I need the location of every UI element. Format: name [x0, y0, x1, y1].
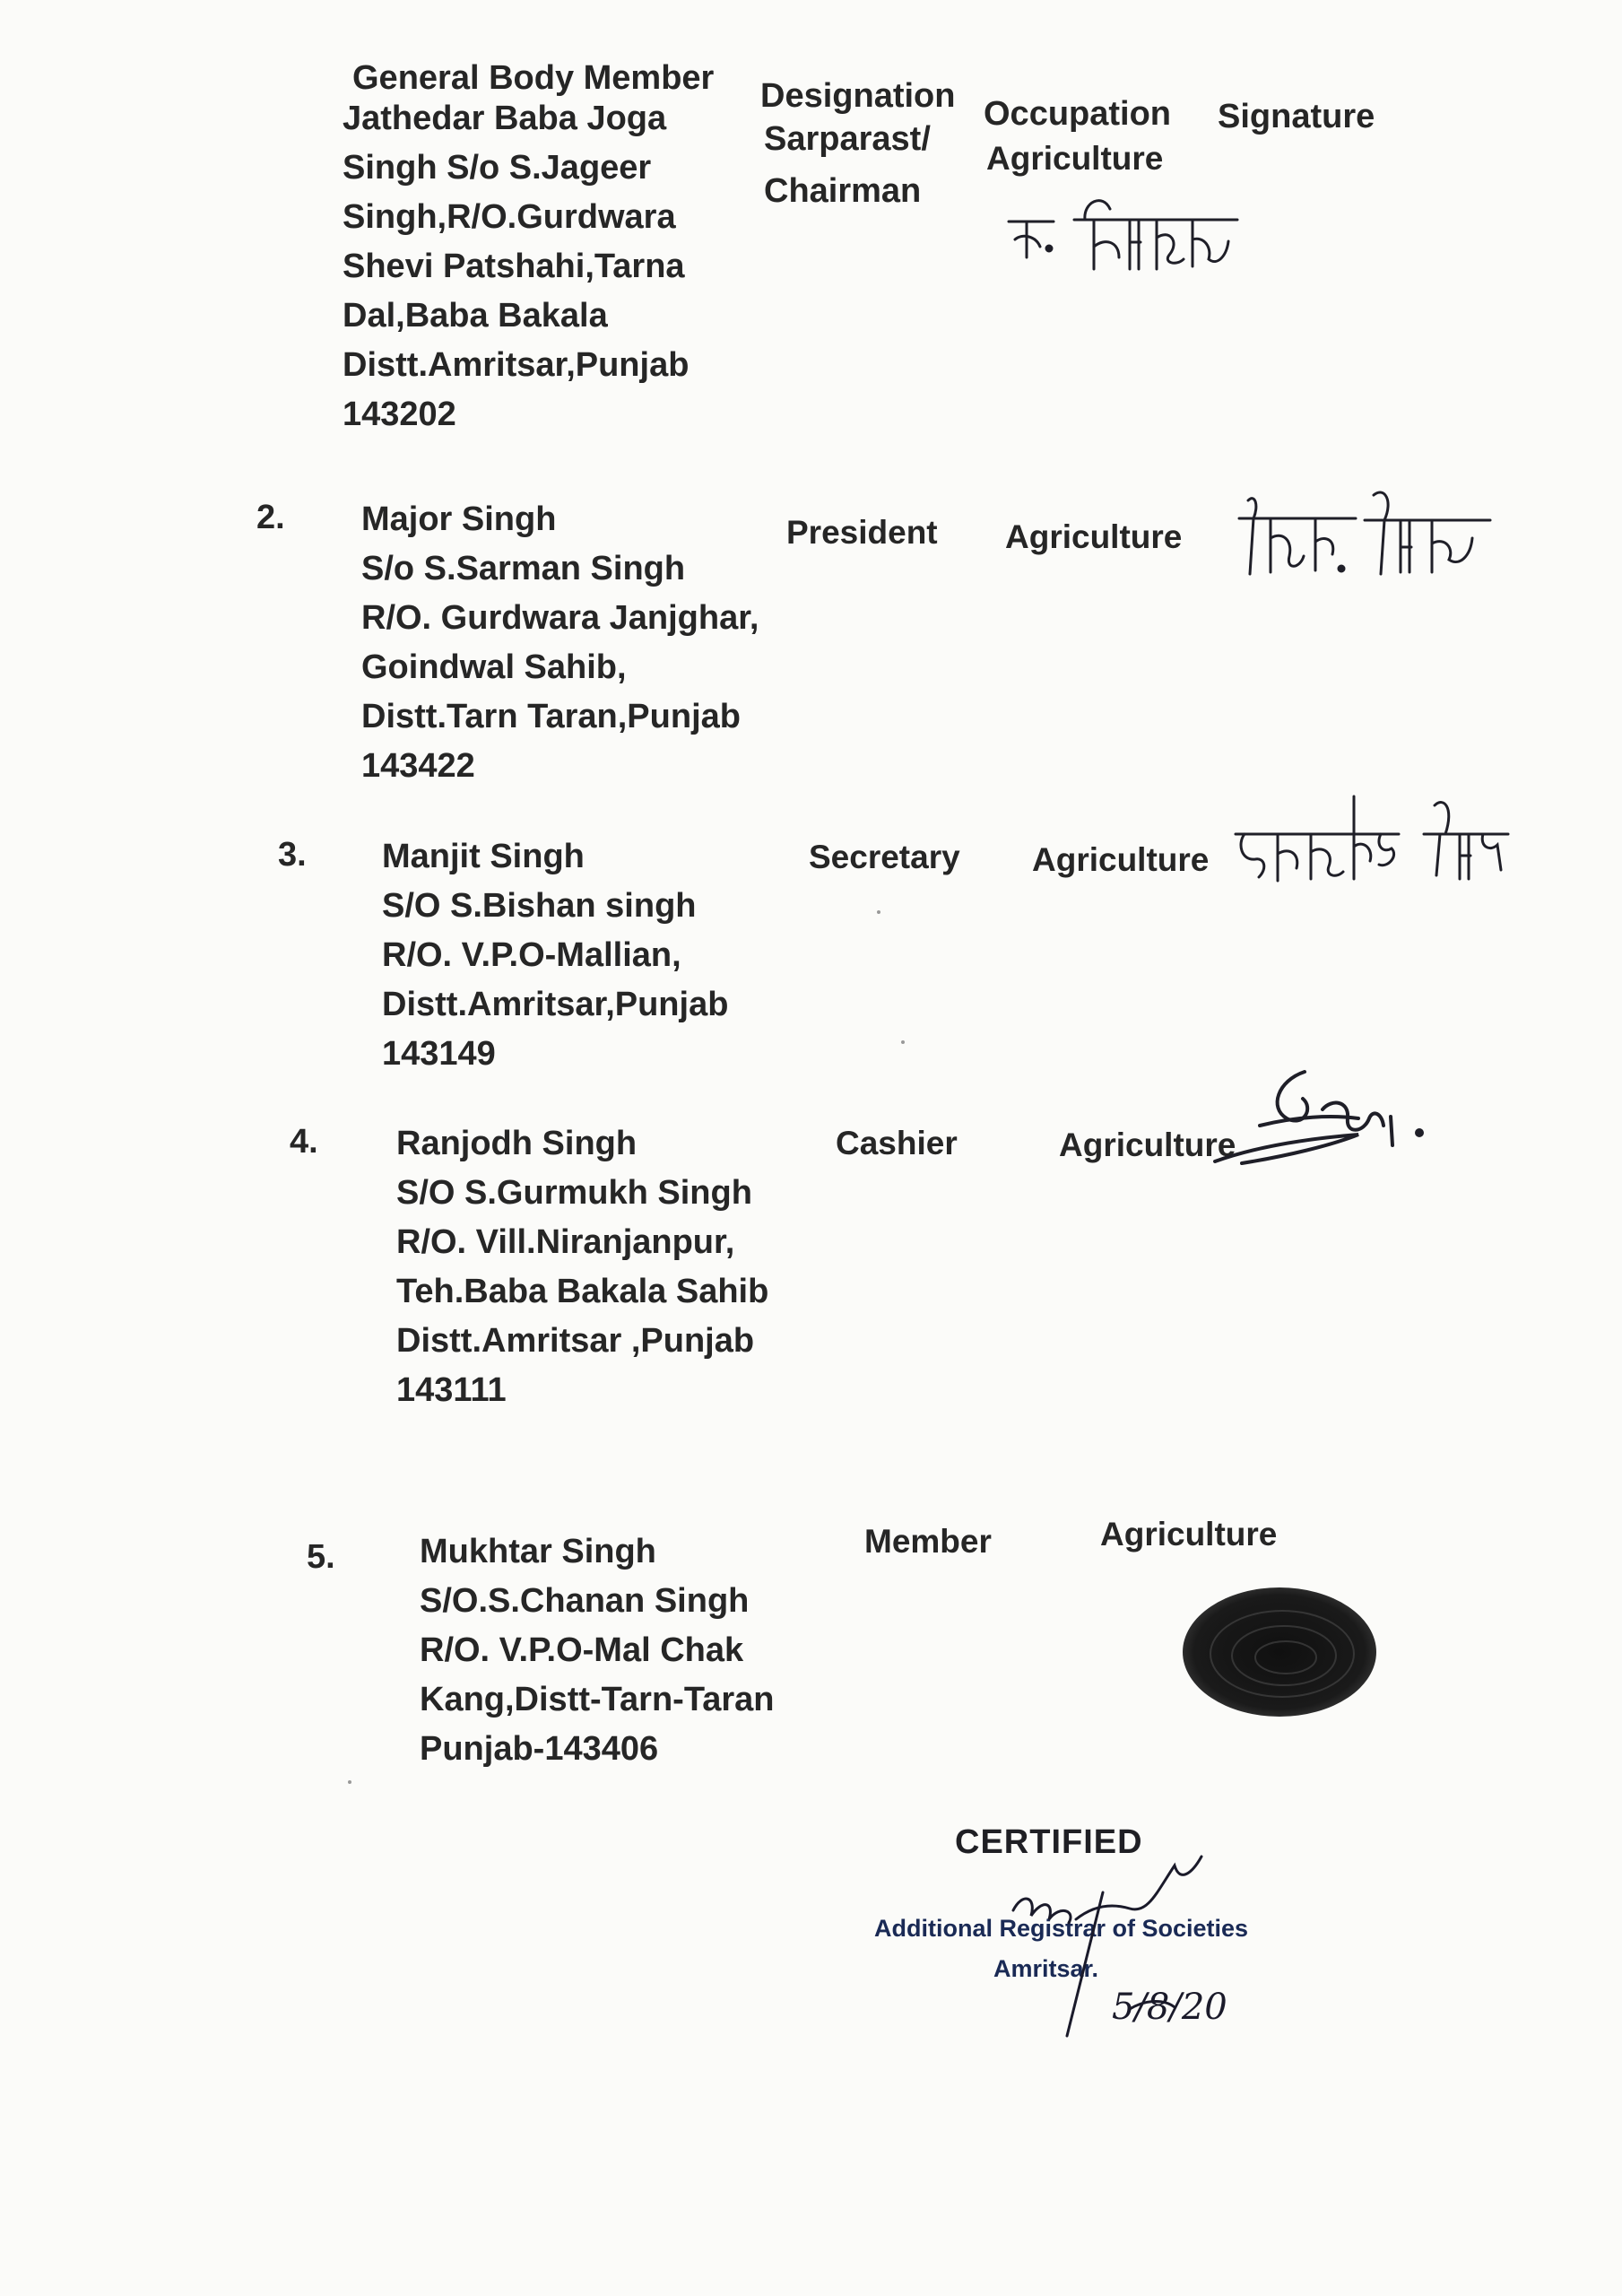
member-4-designation: Cashier: [836, 1125, 958, 1161]
registrar-place: Amritsar.: [993, 1955, 1099, 1982]
member-2-line-6: 143422: [361, 747, 475, 785]
member-2-line-1: Major Singh: [361, 500, 557, 538]
scan-speck: [877, 910, 880, 914]
certification-date: 5/8/20: [1112, 1987, 1227, 2028]
member-2-address: [361, 495, 759, 791]
member-4-signature: [1206, 1063, 1439, 1179]
member-2-occupation: Agriculture: [1005, 518, 1183, 555]
member-5-designation: Member: [864, 1523, 992, 1560]
member-1-line-4: Shevi Patshahi,Tarna: [343, 248, 685, 285]
member-3-line-1: Manjit Singh: [382, 838, 585, 875]
member-4-line-2: S/O S.Gurmukh Singh: [396, 1174, 752, 1212]
member-1-signature: [1004, 184, 1255, 283]
header-designation: Designation: [760, 77, 956, 115]
member-3-occupation: Agriculture: [1032, 841, 1210, 878]
member-2-line-4: Goindwal Sahib,: [361, 648, 627, 686]
member-1-occupation: Agriculture: [986, 140, 1164, 177]
header-general-body-member: General Body Member: [352, 59, 715, 97]
member-5-line-5: Punjab-143406: [420, 1730, 659, 1768]
member-3-line-2: S/O S.Bishan singh: [382, 887, 697, 925]
member-4-line-6: 143111: [396, 1371, 507, 1409]
member-3-number: 3.: [278, 836, 307, 874]
member-5-number: 5.: [307, 1538, 335, 1576]
member-1-line-3: Singh,R/O.Gurdwara: [343, 198, 676, 236]
registrar-office-line: Additional Registrar of Societies: [874, 1915, 1249, 1942]
member-5-line-1: Mukhtar Singh: [420, 1533, 656, 1570]
member-1-line-6: Distt.Amritsar,Punjab: [343, 346, 690, 384]
certified-label: CERTIFIED: [955, 1823, 1143, 1861]
member-2-signature: [1230, 484, 1499, 592]
member-2-number: 2.: [256, 499, 285, 536]
member-3-line-5: 143149: [382, 1035, 496, 1073]
member-4-line-5: Distt.Amritsar ,Punjab: [396, 1322, 755, 1360]
member-3-line-4: Distt.Amritsar,Punjab: [382, 986, 729, 1023]
member-5-thumb-impression: [1176, 1580, 1383, 1728]
member-5-occupation: Agriculture: [1100, 1516, 1278, 1552]
member-3-line-3: R/O. V.P.O-Mallian,: [382, 936, 681, 974]
member-1-line-1: Jathedar Baba Joga: [343, 100, 667, 137]
member-1-designation-line-1: Sarparast/: [764, 120, 931, 158]
member-1-designation: [764, 113, 931, 217]
member-2-line-3: R/O. Gurdwara Janjghar,: [361, 599, 759, 637]
member-1-designation-line-2: Chairman: [764, 172, 922, 210]
member-3-signature: [1228, 789, 1515, 892]
member-3-address: [382, 832, 728, 1079]
member-4-line-1: Ranjodh Singh: [396, 1125, 638, 1162]
scan-speck: [348, 1780, 351, 1784]
header-occupation: Occupation: [984, 95, 1172, 133]
member-4-line-3: R/O. Vill.Niranjanpur,: [396, 1223, 735, 1261]
member-5-line-2: S/O.S.Chanan Singh: [420, 1582, 750, 1620]
member-1-line-5: Dal,Baba Bakala: [343, 297, 608, 335]
member-5-line-4: Kang,Distt-Tarn-Taran: [420, 1681, 775, 1718]
member-5-address: [420, 1527, 775, 1774]
member-2-line-2: S/o S.Sarman Singh: [361, 550, 686, 587]
member-4-number: 4.: [290, 1123, 318, 1161]
member-3-designation: Secretary: [809, 839, 960, 875]
member-2-line-5: Distt.Tarn Taran,Punjab: [361, 698, 741, 735]
member-4-line-4: Teh.Baba Bakala Sahib: [396, 1273, 769, 1310]
header-signature: Signature: [1218, 98, 1375, 135]
registrar-signature: [995, 1830, 1219, 2054]
member-1-line-2: Singh S/o S.Jageer: [343, 149, 652, 187]
member-5-line-3: R/O. V.P.O-Mal Chak: [420, 1631, 744, 1669]
member-4-occupation: Agriculture: [1059, 1126, 1236, 1163]
member-2-designation: President: [786, 514, 938, 551]
scan-speck: [901, 1040, 905, 1044]
member-1-address: [343, 94, 689, 439]
member-4-address: [396, 1119, 768, 1415]
member-1-line-7: 143202: [343, 396, 456, 433]
